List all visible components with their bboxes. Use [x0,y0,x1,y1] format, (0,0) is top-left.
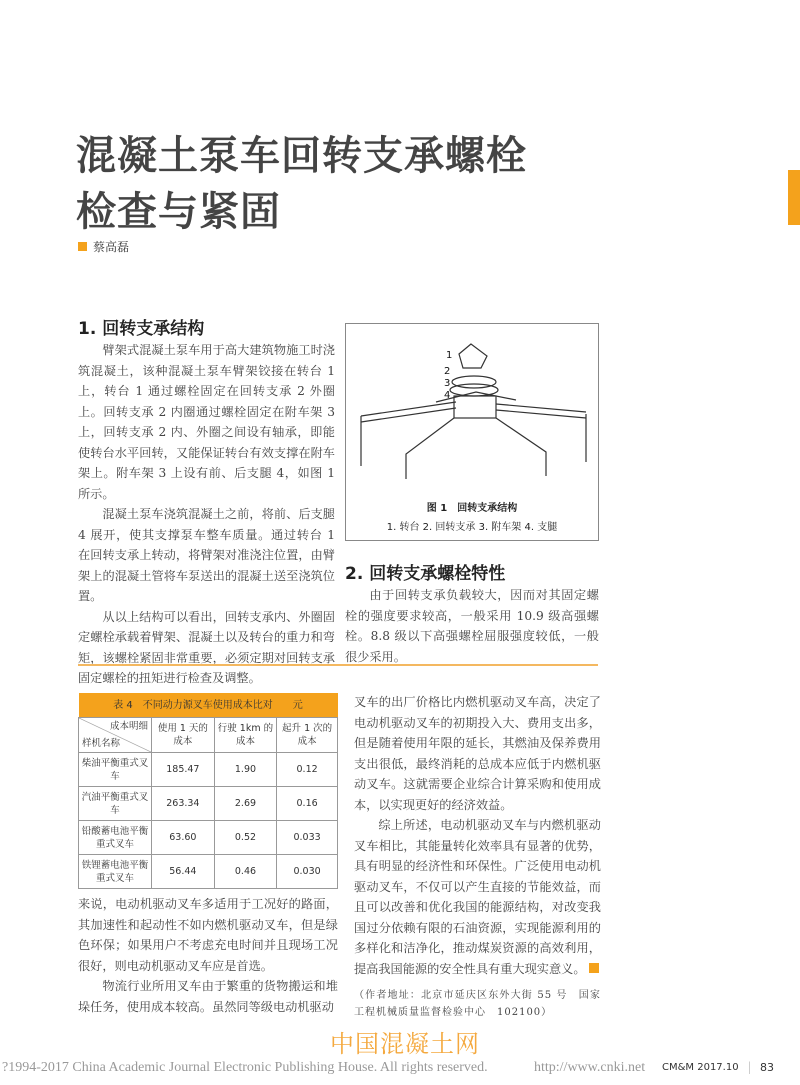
corner-bottom: 样机名称 [82,738,121,749]
callout-1: 1 [446,350,453,361]
cell: 0.52 [214,821,276,855]
section-heading: 2. 回转支承螺栓特性 [345,564,506,584]
table-row [79,855,338,889]
right-column-text [354,692,601,1021]
cell: 0.46 [214,855,276,889]
paragraph: 来说，电动机驱动叉车多适用于工况好的路面，其加速性和起动性不如内燃机驱动叉车，但是绿色环保；如果用户不考虑充电时间并且现场工况很好，则电动机驱动叉车应是首选。 [78,897,338,973]
separator: | [748,1060,751,1075]
footer [0,1060,800,1078]
column-header: 使用 1 天的成本 [152,718,215,753]
table-row [79,753,338,787]
cell: 铅酸蓄电池平衡重式叉车 [79,821,152,855]
table-caption: 表 4 不同动力源叉车使用成本比对 元 [79,693,338,718]
column-header: 行驶 1km 的成本 [214,718,276,753]
left-bottom-text [78,894,338,1017]
cell: 1.90 [214,753,276,787]
paragraph: 混凝土泵车浇筑混凝土之前，将前、后支腿 4 展开，使其支撑泵车整车质量。通过转台 1 在回转支承上转动，将臂架对准浇注位置，由臂架上的混凝土管将车泵送出的混凝土送至浇筑位置。 [78,507,335,603]
figure-1 [345,323,599,541]
end-mark-icon [589,963,599,973]
cell: 56.44 [152,855,215,889]
figure-caption: 图 1 回转支承结构 [426,503,518,514]
table-corner [79,718,151,752]
pump-truck-diagram [346,324,598,494]
page-edge-tab [788,170,800,225]
cell: 263.34 [152,787,215,821]
table-row [79,787,338,821]
cell: 2.69 [214,787,276,821]
callout-2: 2 [444,366,451,377]
cell: 185.47 [152,753,215,787]
paragraph: 物流行业所用叉车由于繁重的货物搬运和堆垛任务，使用成本较高。虽然同等级电动机驱动 [78,979,338,1014]
cell: 0.033 [277,821,338,855]
cell: 0.16 [277,787,338,821]
cell: 汽油平衡重式叉车 [79,787,152,821]
author-address: （作者地址：北京市延庆区东外大街 55 号 国家工程机械质量监督检验中心 102100） [354,990,601,1018]
cell: 柴油平衡重式叉车 [79,753,152,787]
figure-legend: 1. 转台 2. 回转支承 3. 附车架 4. 支腿 [386,522,558,533]
section-1 [78,318,335,689]
cell: 0.030 [277,855,338,889]
paragraph-text: 综上所述，电动机驱动叉车与内燃机驱动叉车相比，其能量转化效率具有显著的优势，具有明显的经济性和环保性。广泛使用电动机驱动叉车，不仅可以产生直接的节能效益，而且可以改善和优化我国的能源结构，对改变我国过分依赖有限的石油资源，实现能源利用的多样化和洁净化，推动煤炭资源的高效利用，提高我国能源的安全性具有重大现实意义。 [354,818,601,976]
journal-issue: CM&M 2017.10 [662,1062,739,1073]
title-line-2: 检查与紧固 [76,189,281,235]
section-2 [345,563,599,667]
paragraph [354,815,601,979]
divider [78,664,598,666]
cell: 铁锂蓄电池平衡重式叉车 [79,855,152,889]
author-name: 蔡高磊 [93,240,130,254]
cell: 0.12 [277,753,338,787]
paragraph: 臂架式混凝土泵车用于高大建筑物施工时浇筑混凝土，该种混凝土泵车臂架铰接在转台 1 上，转台 1 通过螺栓固定在回转支承 2 外圈上。回转支承 2 内圈通过螺栓固定在附车架 3 上，回转支承 2 内、外圈之间设有轴承，即能使转台水平回转，又能保证转台有效支撑在附车架上。附车架 3 上设有前、后支腿 4，如图 1 所示。 [78,343,335,501]
paragraph: 从以上结构可以看出，回转支承内、外圈固定螺栓承载着臂架、混凝土以及转台的重力和弯矩，该螺栓紧固非常重要，必须定期对回转支承固定螺栓的扭矩进行检查及调整。 [78,609,335,685]
callout-3: 3 [444,378,451,389]
paragraph: 叉车的出厂价格比内燃机驱动叉车高，决定了电动机驱动叉车的初期投入大、费用支出多，但是随着使用年限的延长，其燃油及保养费用支出很低，最终消耗的总成本应低于内燃机驱动叉车。这就需要企业综合计算采购和使用成本，以实现更好的经济效益。 [354,695,601,812]
table-row [79,821,338,855]
title-line-1: 混凝土泵车回转支承螺栓 [76,133,527,179]
cell: 63.60 [152,821,215,855]
page-number: 83 [760,1061,774,1074]
footer-url[interactable]: http://www.cnki.net [534,1060,646,1075]
square-bullet-icon [78,242,87,251]
paragraph: 由于回转支承负载较大，因而对其固定螺栓的强度要求较高，一般采用 10.9 级高强螺栓。8.8 级以下高强螺栓屈服强度较低，一般很少采用。 [345,588,599,664]
article-title [76,128,527,240]
cost-table [78,693,338,889]
callout-4: 4 [444,390,451,401]
section-heading: 1. 回转支承结构 [78,319,205,339]
column-header: 起升 1 次的成本 [277,718,338,753]
copyright: ?1994-2017 China Academic Journal Electronic Publishing House. All rights reserved. [2,1060,488,1075]
watermark: 中国混凝土网 [330,1030,480,1058]
corner-top: 成本明细 [109,721,148,732]
author [78,238,129,255]
